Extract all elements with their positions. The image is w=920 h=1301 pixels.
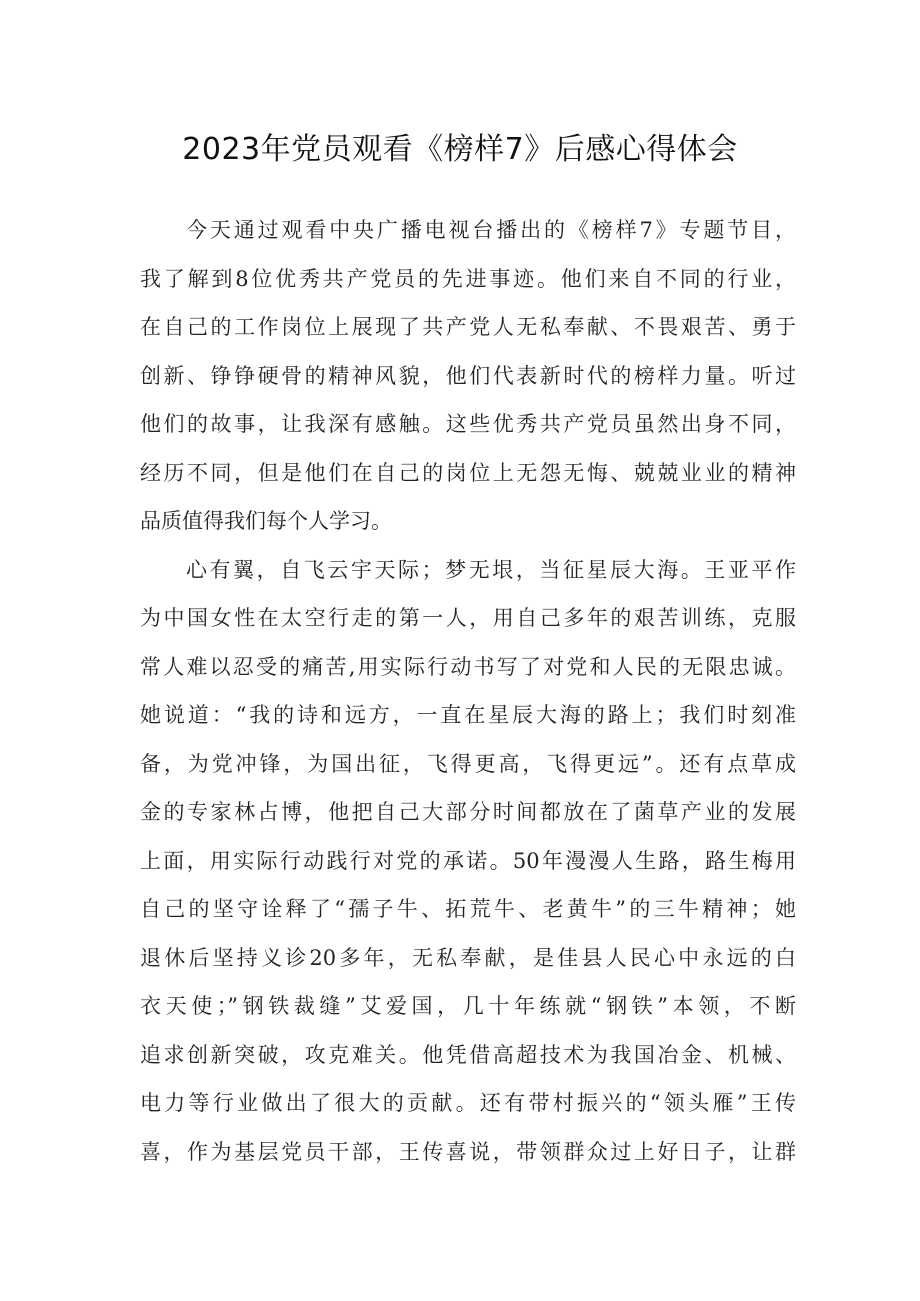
paragraph-1-line-7: 品质值得我们每个人学习。 <box>140 509 392 533</box>
paragraph-1-line-1: 今天通过观看中央广播电视台播出的《榜样7》专题节目， <box>186 218 796 242</box>
paragraph-2-line-12: 电力等行业做出了很大的贡献。还有带村振兴的“领头雁”王传 <box>140 1091 796 1115</box>
document-title: 2023年党员观看《榜样7》后感心得体会 <box>182 132 738 167</box>
paragraph-1-line-2: 我了解到8位优秀共产党员的先进事迹。他们来自不同的行业， <box>140 266 796 291</box>
paragraph-2-line-13: 喜，作为基层党员干部，王传喜说，带领群众过上好日子，让群 <box>140 1139 796 1164</box>
paragraph-1-line-4: 创新、铮铮硬骨的精神风貌，他们代表新时代的榜样力量。听过 <box>140 363 796 388</box>
paragraph-2-line-1: 心有翼，自飞云宇天际；梦无垠，当征星辰大海。王亚平作 <box>186 557 796 582</box>
paragraph-2-line-11: 追求创新突破，攻克难关。他凭借高超技术为我国冶金、机械、 <box>140 1042 796 1067</box>
paragraph-2-line-7: 上面，用实际行动践行对党的承诺。50年漫漫人生路，路生梅用 <box>140 848 796 873</box>
paragraph-1-line-6: 经历不同，但是他们在自己的岗位上无怨无悔、兢兢业业的精神 <box>140 460 796 485</box>
paragraph-2-line-9: 退休后坚持义诊20多年，无私奉献，是佳县人民心中永远的白 <box>140 945 796 970</box>
paragraph-2-line-2: 为中国女性在太空行走的第一人，用自己多年的艰苦训练，克服 <box>140 606 796 630</box>
paragraph-2-line-6: 金的专家林占博，他把自己大部分时间都放在了菌草产业的发展 <box>140 800 796 824</box>
paragraph-2-line-5: 备，为党冲锋，为国出征，飞得更高，飞得更远”。还有点草成 <box>140 751 796 776</box>
paragraph-2-line-3: 常人难以忍受的痛苦,用实际行动书写了对党和人民的无限忠诚。 <box>140 654 796 679</box>
paragraph-2-line-4: 她说道：“我的诗和远方，一直在星辰大海的路上；我们时刻准 <box>140 703 796 727</box>
paragraph-2-line-10: 衣天使；”钢铁裁缝”艾爱国，几十年练就“钢铁”本领，不断 <box>140 994 796 1018</box>
document-body <box>140 206 796 1176</box>
paragraph-1-line-3: 在自己的工作岗位上展现了共产党人无私奉献、不畏艰苦、勇于 <box>140 315 796 339</box>
paragraph-1-line-5: 他们的故事，让我深有感触。这些优秀共产党员虽然出身不同， <box>140 412 796 436</box>
paragraph-2-line-8: 自己的坚守诠释了“孺子牛、拓荒牛、老黄牛”的三牛精神；她 <box>140 897 796 921</box>
